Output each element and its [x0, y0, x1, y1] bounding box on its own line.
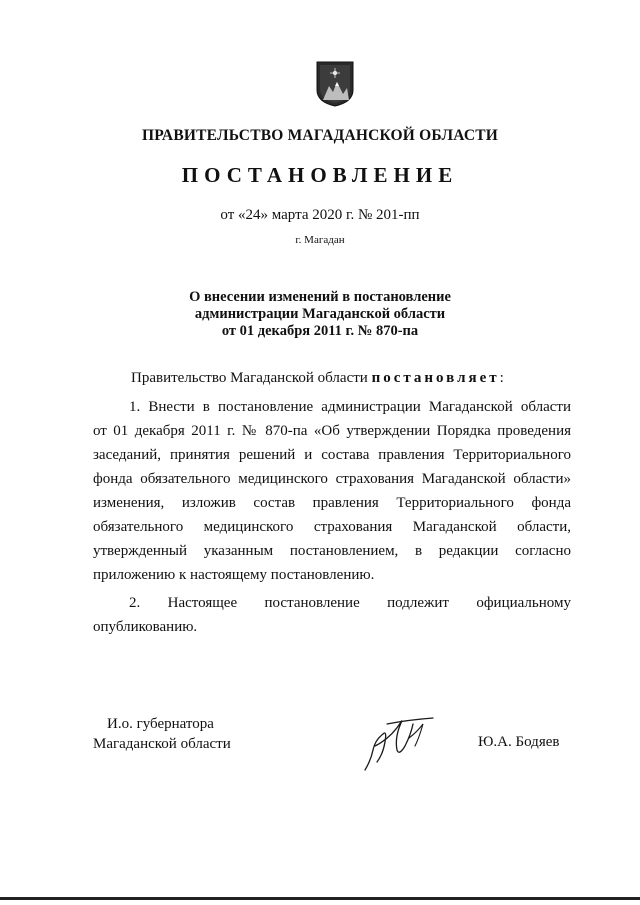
subject-line: от 01 декабря 2011 г. № 870-па	[221, 323, 419, 339]
paragraph-line: опубликованию.	[93, 619, 198, 635]
paragraph-line: обязательного медицинского страхования Магаданской области,	[93, 519, 571, 535]
paragraph-1	[93, 395, 571, 587]
signatory-position	[93, 714, 231, 754]
paragraph-line: фонда обязательного медицинского страхования Магаданской области»	[93, 471, 571, 487]
paragraph-line: приложению к настоящему постановлению.	[93, 567, 375, 583]
document-subject	[0, 289, 640, 340]
paragraph-2	[93, 591, 571, 639]
paragraph-line: 1. Внести в постановление администрации Магаданской области	[129, 399, 571, 415]
intro-verb: постановляет	[371, 370, 500, 386]
government-name: ПРАВИТЕЛЬСТВО МАГАДАНСКОЙ ОБЛАСТИ	[141, 127, 499, 144]
paragraph-line: изменения, изложив состав правления Территориального фонда	[93, 495, 571, 511]
page-edge-line	[0, 897, 640, 900]
signature-icon	[357, 710, 437, 774]
document-body	[93, 370, 571, 639]
subject-line: О внесении изменений в постановление	[189, 289, 451, 305]
document-type: ПОСТАНОВЛЕНИЕ	[181, 163, 459, 187]
position-line: И.о. губернатора	[107, 716, 214, 732]
paragraph-line: заседаний, принятия решений и состава правления Территориального	[93, 447, 571, 463]
subject-line: администрации Магаданской области	[194, 306, 446, 322]
resolution-intro	[131, 370, 571, 387]
intro-prefix: Правительство Магаданской области	[131, 370, 368, 386]
signatory-name: Ю.А. Бодяев	[478, 734, 560, 750]
coat-of-arms-icon	[315, 60, 355, 108]
paragraph-line: утвержденный указанным постановлением, в редакции согласно	[93, 543, 571, 559]
city: г. Магадан	[295, 234, 345, 246]
paragraph-line: от 01 декабря 2011 г. № 870-па «Об утверждении Порядка проведения	[93, 423, 571, 439]
date-and-number: от «24» марта 2020 г. № 201-пп	[220, 207, 420, 223]
position-line: Магаданской области	[93, 736, 231, 752]
intro-suffix: :	[499, 370, 504, 386]
paragraph-line: 2. Настоящее постановление подлежит официальному	[129, 595, 571, 611]
